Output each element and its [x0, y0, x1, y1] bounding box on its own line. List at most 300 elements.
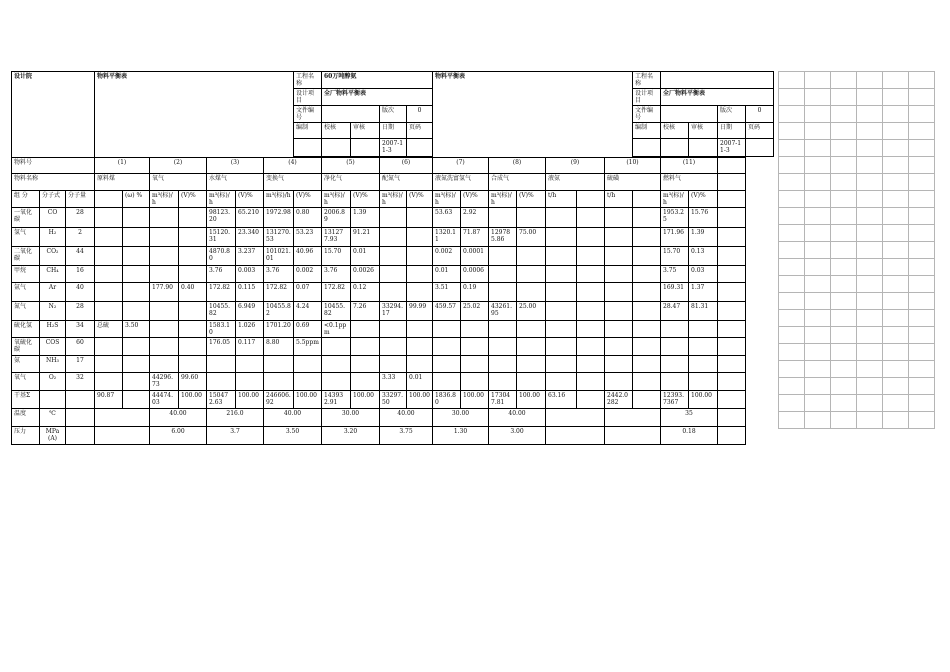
- grid-cell: [909, 89, 935, 106]
- grid-cell: [779, 361, 805, 378]
- review-value: [351, 139, 380, 157]
- stream-name: 氧气: [150, 174, 207, 191]
- grid-cell: [857, 310, 883, 327]
- grid-cell: [779, 123, 805, 140]
- grid-cell: [805, 395, 831, 412]
- stream-4-percent: 5.5ppm: [294, 338, 322, 356]
- grid-cell: [805, 344, 831, 361]
- stream-7-percent: 0.0001: [461, 247, 489, 266]
- stream-5-percent: [351, 356, 380, 373]
- grid-cell: [779, 208, 805, 225]
- unit-label: (V)%: [407, 191, 433, 208]
- stream-6-percent: 99.99: [407, 302, 433, 321]
- page-value: [407, 139, 433, 157]
- stream-8-value: 43261.95: [489, 302, 517, 321]
- version-label: 版次: [380, 106, 407, 123]
- temperature-row: [12, 409, 774, 427]
- stream-9-percent: [577, 266, 605, 283]
- check-label: 校核: [322, 123, 351, 139]
- grid-cell: [857, 123, 883, 140]
- grid-cell: [779, 344, 805, 361]
- grid-cell: [831, 140, 857, 157]
- stream-10-percent: [633, 338, 661, 356]
- unit-label: m³(标)/h: [207, 191, 236, 208]
- material-name-label: 物料名称: [12, 174, 95, 191]
- grid-cell: [805, 225, 831, 242]
- stream-9-value: [546, 266, 577, 283]
- grid-cell: [883, 395, 909, 412]
- grid-cell: [883, 208, 909, 225]
- grid-cell: [831, 123, 857, 140]
- file-no-value: [322, 106, 380, 123]
- grid-cell: [805, 89, 831, 106]
- grid-cell: [883, 310, 909, 327]
- stream-8-value: [489, 208, 517, 228]
- row-unit: ℃: [40, 409, 66, 427]
- stream-4-value: 246606.92: [264, 391, 294, 409]
- grid-cell: [857, 378, 883, 395]
- stream-9-percent: [577, 391, 605, 409]
- grid-cell: [831, 191, 857, 208]
- grid-cell: [883, 140, 909, 157]
- stream-8-percent: [517, 283, 546, 302]
- stream-10-percent: [633, 228, 661, 247]
- component-name: 氮气: [12, 302, 40, 321]
- grid-cell: [831, 327, 857, 344]
- grid-cell: [831, 106, 857, 123]
- stream-10-percent: [633, 266, 661, 283]
- unit-label: (V)%: [351, 191, 380, 208]
- stream-9-temp: [546, 409, 605, 427]
- stream-number: (3): [207, 158, 264, 174]
- stream-7-percent: 2.92: [461, 208, 489, 228]
- stream-2-percent: [179, 338, 207, 356]
- stream-7-percent: [461, 338, 489, 356]
- grid-cell: [779, 140, 805, 157]
- grid-cell: [883, 259, 909, 276]
- stream-5-value: [322, 356, 351, 373]
- table-row: [12, 208, 774, 228]
- stream-4-percent: [294, 356, 322, 373]
- stream-10-value: [605, 356, 633, 373]
- stream-3-value: 150472.63: [207, 391, 236, 409]
- stream-10-percent: [633, 283, 661, 302]
- stream-1-value: [95, 266, 123, 283]
- stream-1-percent: [123, 283, 150, 302]
- grid-cell: [779, 310, 805, 327]
- grid-cell: [909, 293, 935, 310]
- unit-label: (V)%: [517, 191, 546, 208]
- stream-6-value: [380, 356, 407, 373]
- component-name: 氧硫化碳: [12, 338, 40, 356]
- grid-cell: [779, 157, 805, 174]
- stream-5-value: [322, 373, 351, 391]
- molecular-weight: [66, 391, 95, 409]
- stream-5-value: 131277.93: [322, 228, 351, 247]
- grid-cell: [909, 412, 935, 429]
- stream-9-percent: [577, 373, 605, 391]
- stream-10-percent: [633, 302, 661, 321]
- stream-1-percent: [123, 391, 150, 409]
- stream-5-value: [322, 338, 351, 356]
- grid-cell: [857, 89, 883, 106]
- stream-3-value: 15120.31: [207, 228, 236, 247]
- grid-cell: [857, 242, 883, 259]
- stream-1-value: [95, 228, 123, 247]
- unit-label: (V)%: [689, 191, 718, 208]
- stream-7-pressure: 1.30: [433, 427, 489, 445]
- stream-2-percent: [179, 228, 207, 247]
- molecular-weight: 60: [66, 338, 95, 356]
- stream-2-percent: 0.40: [179, 283, 207, 302]
- stream-4-percent: 100.00: [294, 391, 322, 409]
- stream-5-percent: 1.39: [351, 208, 380, 228]
- component-label: 组 分: [12, 191, 40, 208]
- stream-5-value: 10455.82: [322, 302, 351, 321]
- grid-cell: [779, 225, 805, 242]
- stream-1-percent: [123, 247, 150, 266]
- stream-2-value: 177.90: [150, 283, 179, 302]
- stream-name: 净化气: [322, 174, 380, 191]
- material-no-label: 物料号: [12, 158, 95, 174]
- grid-cell: [831, 89, 857, 106]
- grid-cell: [883, 106, 909, 123]
- stream-8-value: 129785.86: [489, 228, 517, 247]
- stream-8-value: [489, 247, 517, 266]
- stream-4-percent: 53.23: [294, 228, 322, 247]
- stream-6-value: [380, 208, 407, 228]
- stream-5-percent: 7.26: [351, 302, 380, 321]
- date-value-2: 2007-11-3: [718, 139, 746, 157]
- stream-2-value: 44474.03: [150, 391, 179, 409]
- grid-cell: [805, 157, 831, 174]
- stream-2-percent: 99.60: [179, 373, 207, 391]
- compile-value-2: [633, 139, 661, 157]
- formula: NH₃: [40, 356, 66, 373]
- stream-11-value: 28.47: [661, 302, 689, 321]
- stream-number: (7): [433, 158, 489, 174]
- stream-11-percent: 100.00: [689, 391, 718, 409]
- stream-8-percent: [517, 356, 546, 373]
- stream-4-percent: 0.69: [294, 321, 322, 338]
- grid-cell: [805, 276, 831, 293]
- stream-10-percent: [633, 373, 661, 391]
- component-name: 氢气: [12, 228, 40, 247]
- empty-cell: [95, 191, 123, 208]
- stream-4-value: [264, 356, 294, 373]
- stream-2-percent: [179, 321, 207, 338]
- stream-10-value: [605, 373, 633, 391]
- stream-4-value: 1972.98: [264, 208, 294, 228]
- grid-cell: [883, 123, 909, 140]
- grid-cell: [805, 123, 831, 140]
- stream-4-value: 8.80: [264, 338, 294, 356]
- grid-cell: [857, 327, 883, 344]
- version-value-2: 0: [746, 106, 774, 123]
- stream-number: (4): [264, 158, 322, 174]
- grid-cell: [779, 395, 805, 412]
- stream-11-percent: 1.39: [689, 228, 718, 247]
- table-row: [12, 283, 774, 302]
- grid-cell: [857, 225, 883, 242]
- stream-8-value: [489, 338, 517, 356]
- molecular-weight: 32: [66, 373, 95, 391]
- table-row: [12, 302, 774, 321]
- grid-cell: [805, 293, 831, 310]
- stream-5-percent: [351, 321, 380, 338]
- stream-6-value: [380, 283, 407, 302]
- stream-1-percent: [123, 302, 150, 321]
- stream-3-percent: 0.117: [236, 338, 264, 356]
- date-value: 2007-11-3: [380, 139, 407, 157]
- unit-label: m³(标)/h: [380, 191, 407, 208]
- stream-name: 配氮气: [380, 174, 433, 191]
- grid-cell: [805, 310, 831, 327]
- grid-cell: [805, 378, 831, 395]
- unit-label: m³(标)/h: [150, 191, 179, 208]
- stream-11-percent: 81.31: [689, 302, 718, 321]
- stream-8-value: [489, 321, 517, 338]
- stream-8-percent: [517, 321, 546, 338]
- grid-cell: [909, 123, 935, 140]
- grid-cell: [831, 344, 857, 361]
- table-row: [12, 247, 774, 266]
- unit-label: m³(标)/h: [322, 191, 351, 208]
- component-name: 氧气: [12, 373, 40, 391]
- empty-cell: [718, 283, 746, 302]
- grid-cell: [883, 327, 909, 344]
- stream-6-value: [380, 266, 407, 283]
- stream-10-value: [605, 283, 633, 302]
- formula: CH₄: [40, 266, 66, 283]
- grid-cell: [831, 157, 857, 174]
- stream-10-percent: [633, 247, 661, 266]
- stream-7-percent: [461, 356, 489, 373]
- stream-3-percent: 0.115: [236, 283, 264, 302]
- stream-5-percent: 91.21: [351, 228, 380, 247]
- stream-8-value: [489, 266, 517, 283]
- stream-1-percent: [123, 228, 150, 247]
- stream-1-temp: [95, 409, 150, 427]
- stream-5-pressure: 3.20: [322, 427, 380, 445]
- stream-1-percent: [123, 356, 150, 373]
- grid-cell: [805, 174, 831, 191]
- stream-3-value: [207, 356, 236, 373]
- empty-cell: [718, 174, 746, 191]
- stream-9-value: [546, 321, 577, 338]
- stream-3-value: 176.05: [207, 338, 236, 356]
- file-no-value-2: [661, 106, 718, 123]
- stream-9-value: [546, 247, 577, 266]
- stream-11-percent: 0.13: [689, 247, 718, 266]
- stream-11-percent: 15.76: [689, 208, 718, 228]
- stream-2-percent: [179, 302, 207, 321]
- design-item-label-2: 设计项目: [633, 89, 661, 106]
- file-no-label: 文件编号: [294, 106, 322, 123]
- stream-4-pressure: 3.50: [264, 427, 322, 445]
- balance-title-left: 物料平衡表: [95, 72, 294, 158]
- stream-3-percent: [236, 373, 264, 391]
- grid-cell: [909, 361, 935, 378]
- formula: O₂: [40, 373, 66, 391]
- grid-cell: [883, 378, 909, 395]
- empty-cell: [718, 409, 746, 427]
- stream-4-value: 1701.20: [264, 321, 294, 338]
- formula: CO: [40, 208, 66, 228]
- stream-3-value: [207, 373, 236, 391]
- grid-cell: [883, 293, 909, 310]
- stream-name: 变换气: [264, 174, 322, 191]
- grid-cell: [857, 157, 883, 174]
- grid-cell: [909, 344, 935, 361]
- stream-1-value: 总硫: [95, 321, 123, 338]
- stream-10-value: [605, 266, 633, 283]
- stream-3-pressure: 3.7: [207, 427, 264, 445]
- formula: [40, 391, 66, 409]
- stream-9-percent: [577, 247, 605, 266]
- stream-6-value: [380, 338, 407, 356]
- stream-9-pressure: [546, 427, 605, 445]
- grid-cell: [831, 361, 857, 378]
- stream-7-value: 1836.80: [433, 391, 461, 409]
- stream-2-value: [150, 356, 179, 373]
- empty-cell: [577, 191, 605, 208]
- stream-3-percent: 23.340: [236, 228, 264, 247]
- date-label-2: 日期: [718, 123, 746, 139]
- stream-3-percent: 3.237: [236, 247, 264, 266]
- grid-cell: [857, 208, 883, 225]
- review-label: 审核: [351, 123, 380, 139]
- version-label-2: 版次: [718, 106, 746, 123]
- grid-cell: [805, 106, 831, 123]
- formula: COS: [40, 338, 66, 356]
- empty-cell: [718, 373, 746, 391]
- stream-6-percent: 0.01: [407, 373, 433, 391]
- unit-label: (V)%: [294, 191, 322, 208]
- row-unit: MPa(A): [40, 427, 66, 445]
- stream-name: 燃料气: [661, 174, 718, 191]
- unit-label: t/h: [546, 191, 577, 208]
- stream-6-percent: [407, 247, 433, 266]
- stream-11-value: 12393.7367: [661, 391, 689, 409]
- grid-cell: [779, 89, 805, 106]
- stream-9-value: [546, 208, 577, 228]
- stream-11-percent: [689, 373, 718, 391]
- stream-6-value: 3.33: [380, 373, 407, 391]
- grid-cell: [857, 344, 883, 361]
- stream-9-percent: [577, 208, 605, 228]
- stream-2-value: [150, 302, 179, 321]
- stream-9-percent: [577, 338, 605, 356]
- stream-1-percent: [123, 338, 150, 356]
- stream-6-value: [380, 228, 407, 247]
- stream-7-value: 0.002: [433, 247, 461, 266]
- grid-cell: [831, 395, 857, 412]
- grid-cell: [779, 242, 805, 259]
- stream-5-value: 172.82: [322, 283, 351, 302]
- stream-7-value: 3.51: [433, 283, 461, 302]
- stream-3-value: 4870.80: [207, 247, 236, 266]
- stream-number: (1): [95, 158, 150, 174]
- grid-cell: [779, 276, 805, 293]
- stream-number: (9): [546, 158, 605, 174]
- stream-9-value: 63.16: [546, 391, 577, 409]
- grid-cell: [805, 242, 831, 259]
- stream-10-value: [605, 208, 633, 228]
- grid-cell: [831, 412, 857, 429]
- grid-cell: [909, 174, 935, 191]
- stream-9-percent: [577, 283, 605, 302]
- formula-label: 分子式: [40, 191, 66, 208]
- grid-cell: [909, 310, 935, 327]
- table-row: [12, 356, 774, 373]
- stream-7-value: 0.01: [433, 266, 461, 283]
- stream-10-percent: [633, 208, 661, 228]
- stream-11-percent: [689, 321, 718, 338]
- stream-10-value: [605, 302, 633, 321]
- version-value: 0: [407, 106, 433, 123]
- stream-5-percent: [351, 373, 380, 391]
- stream-6-percent: [407, 228, 433, 247]
- stream-8-percent: 100.00: [517, 391, 546, 409]
- stream-6-value: 33294.17: [380, 302, 407, 321]
- stream-11-percent: [689, 356, 718, 373]
- grid-cell: [857, 412, 883, 429]
- stream-5-percent: 0.0026: [351, 266, 380, 283]
- stream-3-value: 10455.82: [207, 302, 236, 321]
- grid-cell: [909, 276, 935, 293]
- stream-8-percent: [517, 247, 546, 266]
- stream-name: 液氨: [546, 174, 605, 191]
- stream-9-percent: [577, 356, 605, 373]
- stream-11-temp: 35: [661, 409, 718, 427]
- stream-name: 合成气: [489, 174, 546, 191]
- table-row: [12, 373, 774, 391]
- material-balance-table: [11, 71, 774, 445]
- grid-cell: [909, 208, 935, 225]
- grid-cell: [805, 412, 831, 429]
- stream-11-value: 171.96: [661, 228, 689, 247]
- stream-10-temp: [605, 409, 661, 427]
- stream-number: (2): [150, 158, 207, 174]
- pressure-row: [12, 427, 774, 445]
- stream-6-percent: [407, 208, 433, 228]
- stream-1-value: [95, 356, 123, 373]
- empty-cell: [633, 191, 661, 208]
- stream-4-value: 10455.82: [264, 302, 294, 321]
- component-name: 一氧化碳: [12, 208, 40, 228]
- stream-10-value: 2442.0282: [605, 391, 633, 409]
- stream-9-value: [546, 356, 577, 373]
- stream-8-value: [489, 283, 517, 302]
- stream-1-value: [95, 373, 123, 391]
- grid-cell: [779, 191, 805, 208]
- unit-label: m³(标)/h: [489, 191, 517, 208]
- stream-number: (11): [661, 158, 718, 174]
- grid-cell: [883, 412, 909, 429]
- page-value-2: [746, 139, 774, 157]
- table-row: [12, 266, 774, 283]
- unit-label: m³(标)/h: [264, 191, 294, 208]
- stream-2-percent: 100.00: [179, 391, 207, 409]
- molecular-weight: 17: [66, 356, 95, 373]
- stream-6-temp: 40.00: [380, 409, 433, 427]
- stream-5-value: 15.70: [322, 247, 351, 266]
- grid-cell: [805, 72, 831, 89]
- component-name: 氨: [12, 356, 40, 373]
- stream-11-value: [661, 338, 689, 356]
- grid-cell: [857, 276, 883, 293]
